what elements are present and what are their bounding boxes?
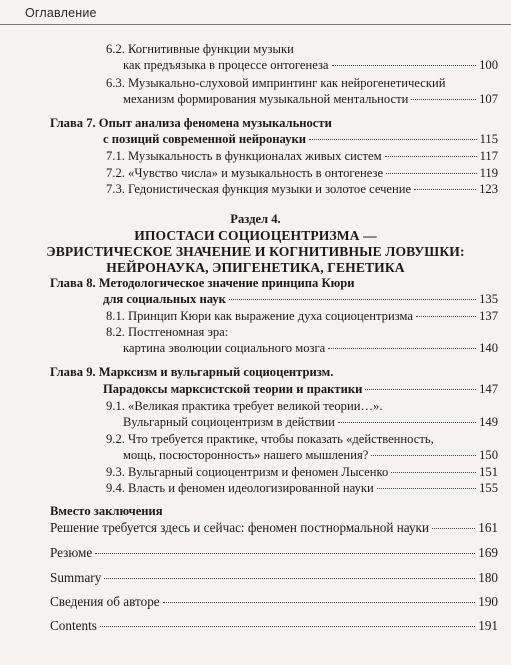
- running-header: [0, 0, 511, 25]
- toc-8-2-line1: 8.2. Постгеномная эра:: [106, 325, 229, 339]
- toc-9-2-line2: мощь, посюсторонность» нашего мышления?: [123, 448, 369, 462]
- page-number: 137: [479, 309, 498, 323]
- toc-ch8-line2: для социальных наук: [103, 292, 226, 306]
- toc-entry-8-2[interactable]: [123, 341, 498, 356]
- toc-entry-8-1[interactable]: [106, 309, 498, 324]
- toc-ch8-line1: Глава 8. Методологическое значение принципа Кюри: [50, 276, 355, 290]
- leader-dots: [332, 65, 477, 66]
- page-number: 180: [478, 570, 498, 585]
- toc-conclusion-text: Решение требуется здесь и сейчас: феномен постнормальной науки: [50, 520, 429, 535]
- header-rule: [0, 24, 511, 25]
- page-number: 150: [479, 448, 498, 462]
- toc-6-3-line2: механизм формирования музыкальной ментальности: [123, 92, 409, 106]
- toc-entry-ch7[interactable]: [103, 132, 498, 147]
- page-number: 190: [478, 594, 498, 609]
- toc-7-1-text: 7.1. Музыкальность в функционалах живых систем: [106, 149, 382, 163]
- leader-dots: [163, 602, 476, 603]
- section-title-line2: ЭВРИСТИЧЕСКОЕ ЗНАЧЕНИЕ И КОГНИТИВНЫЕ ЛОВУШКИ:: [46, 244, 465, 259]
- leader-dots: [309, 139, 477, 140]
- toc-entry-resume[interactable]: [50, 545, 498, 560]
- page-number: 135: [479, 292, 498, 306]
- leader-dots: [414, 189, 476, 190]
- toc-6-2-line1: 6.2. Когнитивные функции музыки: [106, 42, 294, 56]
- leader-dots: [385, 156, 477, 157]
- toc-entry-ch9[interactable]: [103, 382, 498, 397]
- toc-summary-text: Summary: [50, 570, 102, 585]
- page-number: 119: [479, 166, 498, 180]
- toc-ch7-line1: Глава 7. Опыт анализа феномена музыкальности: [50, 116, 332, 130]
- leader-dots: [371, 455, 476, 456]
- toc-ch9-line2: Парадоксы марксистской теории и практики: [103, 382, 363, 396]
- toc-entry-ch8[interactable]: [103, 292, 498, 307]
- leader-dots: [377, 488, 476, 489]
- toc-entry-6-2[interactable]: [123, 58, 498, 73]
- toc-entry-contents[interactable]: [50, 618, 498, 633]
- toc-conclusion-title: Вместо заключения: [50, 504, 163, 518]
- leader-dots: [328, 348, 476, 349]
- toc-entry-7-2[interactable]: [106, 166, 498, 181]
- toc-7-2-text: 7.2. «Чувство числа» и музыкальность в онтогенезе: [106, 166, 384, 180]
- page-number: 151: [479, 465, 498, 479]
- toc-entry-9-3[interactable]: [106, 465, 498, 480]
- toc-ch7-line2: с позиций современной нейронауки: [103, 132, 306, 146]
- page-number: 147: [479, 382, 498, 396]
- header-title: Оглавление: [25, 6, 97, 20]
- leader-dots: [229, 299, 476, 300]
- page-number: 107: [479, 92, 498, 106]
- leader-dots: [104, 578, 475, 579]
- page-number: 123: [479, 182, 498, 196]
- toc-entry-6-3[interactable]: [123, 92, 498, 107]
- toc-entry-9-2[interactable]: [123, 448, 498, 463]
- leader-dots: [386, 173, 477, 174]
- section-title-line3: НЕЙРОНАУКА, ЭПИГЕНЕТИКА, ГЕНЕТИКА: [106, 260, 405, 275]
- leader-dots: [411, 99, 476, 100]
- section-label: Раздел 4.: [230, 212, 281, 226]
- toc-9-3-text: 9.3. Вульгарный социоцентризм и феномен Лысенко: [106, 465, 389, 479]
- page-number: 100: [479, 58, 498, 72]
- leader-dots: [416, 316, 476, 317]
- toc-author-text: Сведения об авторе: [50, 594, 160, 609]
- toc-8-1-text: 8.1. Принцип Кюри как выражение духа социоцентризма: [106, 309, 413, 323]
- toc-entry-conclusion[interactable]: [50, 520, 498, 535]
- toc-7-3-text: 7.3. Гедонистическая функция музыки и золотое сечение: [106, 182, 412, 196]
- toc-entry-author[interactable]: [50, 594, 498, 609]
- toc-9-1-line1: 9.1. «Великая практика требует великой теории…».: [106, 399, 383, 413]
- toc-entry-9-4[interactable]: [106, 481, 498, 496]
- toc-8-2-line2: картина эволюции социального мозга: [123, 341, 326, 355]
- page-number: 155: [479, 481, 498, 495]
- page-number: 115: [479, 132, 498, 146]
- toc-entry-7-1[interactable]: [106, 149, 498, 164]
- leader-dots: [391, 472, 476, 473]
- toc-contents-text: Contents: [50, 618, 97, 633]
- page-number: 169: [478, 545, 498, 560]
- leader-dots: [365, 389, 476, 390]
- toc-9-2-line1: 9.2. Что требуется практике, чтобы показать «действенность,: [106, 432, 434, 446]
- leader-dots: [100, 626, 475, 627]
- toc-6-2-line2: как предъязыка в процессе онтогенеза: [123, 58, 329, 72]
- leader-dots: [95, 553, 475, 554]
- section-title-line1: ИПОСТАСИ СОЦИОЦЕНТРИЗМА —: [134, 228, 377, 243]
- page-number: 161: [478, 520, 498, 535]
- toc-ch9-line1: Глава 9. Марксизм и вульгарный социоцентризм.: [50, 365, 334, 379]
- page-number: 117: [479, 149, 498, 163]
- page-number: 149: [479, 415, 498, 429]
- toc-6-3-line1: 6.3. Музыкально-слуховой импринтинг как нейрогенетический: [106, 76, 446, 90]
- toc-9-4-text: 9.4. Власть и феномен идеологизированной науки: [106, 481, 374, 495]
- toc-entry-summary[interactable]: [50, 570, 498, 585]
- leader-dots: [338, 422, 476, 423]
- page-number: 140: [479, 341, 498, 355]
- page-number: 191: [478, 618, 498, 633]
- leader-dots: [432, 528, 475, 529]
- toc-entry-9-1[interactable]: [123, 415, 498, 430]
- toc-entry-7-3[interactable]: [106, 182, 498, 197]
- toc-9-1-line2: Вульгарный социоцентризм в действии: [123, 415, 335, 429]
- toc-resume-text: Резюме: [50, 545, 93, 560]
